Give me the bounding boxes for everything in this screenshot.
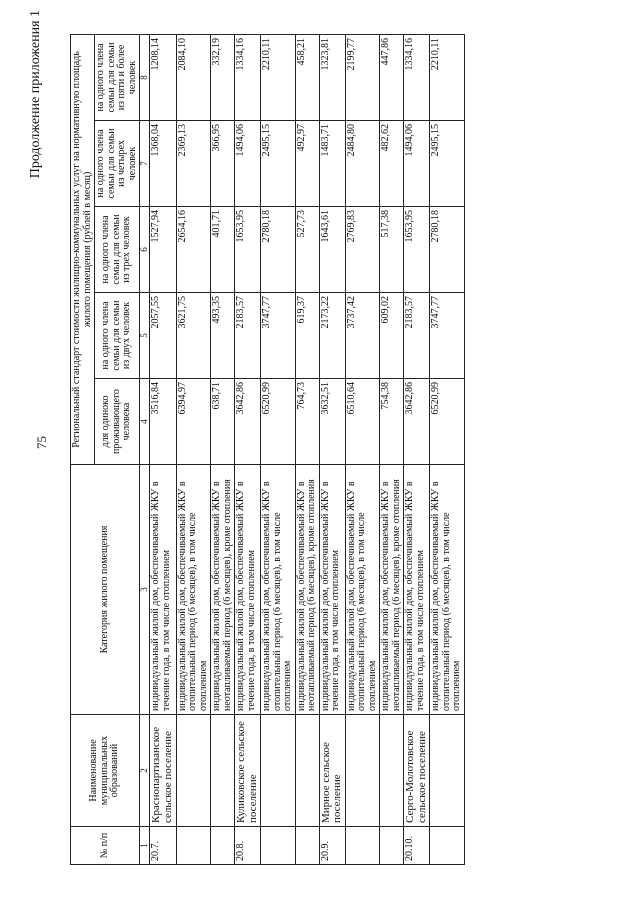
row-number xyxy=(430,827,465,865)
cost-value: 517,38 xyxy=(380,207,404,293)
housing-category: индивидуальный жилой дом, обеспечиваемый ЖКУ в течение года, в том числе отоплением xyxy=(404,465,430,715)
header-c6: на одного члена семьи для семьи из трех человек xyxy=(95,207,140,293)
row-number: 20.7. xyxy=(150,827,176,865)
table-row xyxy=(345,34,380,864)
cost-value: 2369,13 xyxy=(176,121,211,207)
page-number: 75 xyxy=(34,436,49,449)
cost-value: 1334,16 xyxy=(404,34,430,120)
header-c8: на одного члена семьи для семьи из пяти и более человек xyxy=(95,34,140,120)
cost-value: 2210,11 xyxy=(430,34,465,120)
table-row xyxy=(150,34,176,864)
cost-value: 2084,10 xyxy=(176,34,211,120)
cost-value: 447,86 xyxy=(380,34,404,120)
header-group: Региональный стандарт стоимости жилищно-коммунальных услуг на нормативную площадь жилого помещения (рублей в месяц) xyxy=(71,34,95,464)
column-number: 6 xyxy=(140,207,150,293)
header-municipality: Наименование муниципальных образований xyxy=(71,715,140,827)
housing-category: индивидуальный жилой дом, обеспечиваемый ЖКУ в неотапливаемый период (6 месяцев), кроме отопления xyxy=(211,465,235,715)
cost-value: 1494,06 xyxy=(235,121,261,207)
municipality-name xyxy=(176,715,211,827)
header-c4: для одиноко проживающего человека xyxy=(95,379,140,465)
cost-value: 1334,16 xyxy=(235,34,261,120)
cost-value: 6394,97 xyxy=(176,379,211,465)
municipality-name xyxy=(430,715,465,827)
row-number xyxy=(295,827,319,865)
cost-value: 2173,22 xyxy=(319,293,345,379)
municipality-name: Краснопартизанское сельское поселение xyxy=(150,715,176,827)
cost-value: 609,02 xyxy=(380,293,404,379)
cost-value: 754,38 xyxy=(380,379,404,465)
cost-value: 2495,15 xyxy=(261,121,296,207)
column-number: 7 xyxy=(140,121,150,207)
table-row xyxy=(430,34,465,864)
tariff-table xyxy=(70,34,465,865)
cost-value: 2183,57 xyxy=(235,293,261,379)
row-number xyxy=(261,827,296,865)
header-category: Категория жилого помещения xyxy=(71,465,140,715)
housing-category: индивидуальный жилой дом, обеспечиваемый ЖКУ в неотапливаемый период (6 месяцев), кроме отопления xyxy=(380,465,404,715)
cost-value: 401,71 xyxy=(211,207,235,293)
table-row xyxy=(235,34,261,864)
cost-value: 482,62 xyxy=(380,121,404,207)
column-number: 2 xyxy=(140,715,150,827)
table-row xyxy=(295,34,319,864)
cost-value: 1368,04 xyxy=(150,121,176,207)
header-c5: на одного члена семьи для семьи из двух человек xyxy=(95,293,140,379)
cost-value: 2780,18 xyxy=(261,207,296,293)
row-number: 20.10. xyxy=(404,827,430,865)
cost-value: 366,95 xyxy=(211,121,235,207)
cost-value: 493,35 xyxy=(211,293,235,379)
housing-category: индивидуальный жилой дом, обеспечиваемый ЖКУ в отопительный период (6 месяцев), в том числе отоплением xyxy=(176,465,211,715)
cost-value: 3747,77 xyxy=(261,293,296,379)
cost-value: 2495,15 xyxy=(430,121,465,207)
cost-value: 2183,57 xyxy=(404,293,430,379)
housing-category: индивидуальный жилой дом, обеспечиваемый ЖКУ в отопительный период (6 месяцев), в том числе отоплением xyxy=(345,465,380,715)
table-row xyxy=(176,34,211,864)
municipality-name xyxy=(261,715,296,827)
housing-category: индивидуальный жилой дом, обеспечиваемый ЖКУ в течение года, в том числе отоплением xyxy=(319,465,345,715)
cost-value: 3737,42 xyxy=(345,293,380,379)
cost-value: 2057,55 xyxy=(150,293,176,379)
housing-category: индивидуальный жилой дом, обеспечиваемый ЖКУ в неотапливаемый период (6 месяцев), кроме отопления xyxy=(295,465,319,715)
cost-value: 638,71 xyxy=(211,379,235,465)
cost-value: 2484,80 xyxy=(345,121,380,207)
header-num: № п/п xyxy=(71,827,140,865)
cost-value: 6520,99 xyxy=(430,379,465,465)
column-number: 1 xyxy=(140,827,150,865)
row-number xyxy=(380,827,404,865)
cost-value: 2769,83 xyxy=(345,207,380,293)
cost-value: 3747,77 xyxy=(430,293,465,379)
column-number: 5 xyxy=(140,293,150,379)
municipality-name xyxy=(380,715,404,827)
column-number: 3 xyxy=(140,465,150,715)
cost-value: 619,37 xyxy=(295,293,319,379)
cost-value: 3642,86 xyxy=(404,379,430,465)
row-number: 20.8. xyxy=(235,827,261,865)
column-number-row xyxy=(140,34,150,864)
housing-category: индивидуальный жилой дом, обеспечиваемый ЖКУ в течение года, в том числе отоплением xyxy=(235,465,261,715)
table-row xyxy=(261,34,296,864)
cost-value: 1208,14 xyxy=(150,34,176,120)
cost-value: 332,19 xyxy=(211,34,235,120)
row-number xyxy=(176,827,211,865)
cost-value: 2199,77 xyxy=(345,34,380,120)
housing-category: индивидуальный жилой дом, обеспечиваемый ЖКУ в отопительный период (6 месяцев), в том числе отоплением xyxy=(261,465,296,715)
row-number xyxy=(211,827,235,865)
cost-value: 458,21 xyxy=(295,34,319,120)
appendix-label: Продолжение приложения 1 xyxy=(28,10,43,179)
row-number xyxy=(345,827,380,865)
housing-category: индивидуальный жилой дом, обеспечиваемый ЖКУ в отопительный период (6 месяцев), в том числе отоплением xyxy=(430,465,465,715)
cost-value: 3632,51 xyxy=(319,379,345,465)
municipality-name xyxy=(295,715,319,827)
cost-value: 3642,86 xyxy=(235,379,261,465)
cost-value: 2780,18 xyxy=(430,207,465,293)
column-number: 4 xyxy=(140,379,150,465)
cost-value: 1643,61 xyxy=(319,207,345,293)
housing-category: индивидуальный жилой дом, обеспечиваемый ЖКУ в течение года, в том числе отоплением xyxy=(150,465,176,715)
cost-value: 1653,95 xyxy=(404,207,430,293)
table-row xyxy=(211,34,235,864)
municipality-name: Куликовское сельское поселение xyxy=(235,715,261,827)
cost-value: 764,73 xyxy=(295,379,319,465)
cost-value: 1653,95 xyxy=(235,207,261,293)
column-number: 8 xyxy=(140,34,150,120)
table-row xyxy=(380,34,404,864)
cost-value: 3516,84 xyxy=(150,379,176,465)
municipality-name xyxy=(211,715,235,827)
cost-value: 1494,06 xyxy=(404,121,430,207)
table-row xyxy=(319,34,345,864)
cost-value: 3621,75 xyxy=(176,293,211,379)
cost-value: 6520,99 xyxy=(261,379,296,465)
cost-value: 1527,94 xyxy=(150,207,176,293)
cost-value: 492,97 xyxy=(295,121,319,207)
header-c7: на одного члена семьи для семьи из четырех человек xyxy=(95,121,140,207)
cost-value: 527,73 xyxy=(295,207,319,293)
cost-value: 6510,64 xyxy=(345,379,380,465)
table-body xyxy=(150,34,464,864)
cost-value: 2210,11 xyxy=(261,34,296,120)
cost-value: 1483,71 xyxy=(319,121,345,207)
cost-value: 2654,16 xyxy=(176,207,211,293)
municipality-name xyxy=(345,715,380,827)
municipality-name: Мирное сельское поселение xyxy=(319,715,345,827)
table-row xyxy=(404,34,430,864)
row-number: 20.9. xyxy=(319,827,345,865)
municipality-name: Серго-Молотовское сельское поселение xyxy=(404,715,430,827)
cost-value: 1323,81 xyxy=(319,34,345,120)
